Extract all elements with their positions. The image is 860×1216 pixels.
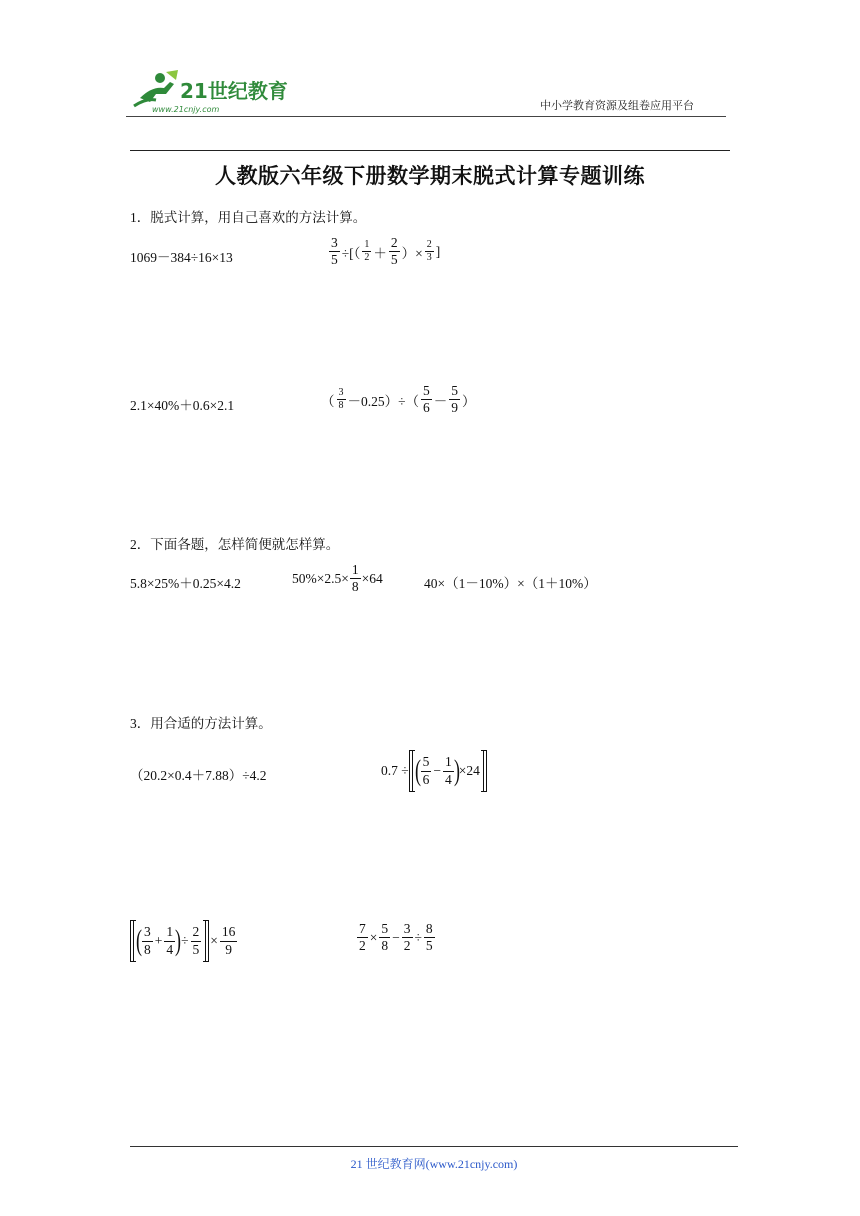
s2-expr1: 5.8×25%＋0.25×4.2: [130, 576, 241, 591]
platform-name: 中小学教育资源及组卷应用平台: [540, 100, 694, 112]
section3-heading: 3．用合适的方法计算。: [130, 716, 272, 731]
runner-icon: [134, 70, 178, 106]
section2-heading: 2．下面各题，怎样简便就怎样算。: [130, 537, 340, 552]
s1-expr2: $\frac{3}{5}$ ÷[（ $\frac{1}{2}$ ＋ $\frac{2}{5}$ ）× $\frac{2}{3}$ ]: [331, 235, 441, 268]
s2-expr2: 50%×2.5× $\frac{1}{8}$ ×64: [292, 562, 383, 595]
footer-divider: [130, 1146, 738, 1147]
page-title: 人教版六年级下册数学期末脱式计算专题训练: [215, 164, 645, 188]
s1-expr1: 1069－384÷16×13: [130, 250, 233, 265]
s1-expr3: 2.1×40%＋0.6×2.1: [130, 398, 235, 413]
s3-expr4: $\frac{7}{2}$ × $\frac{5}{8}$ − $\frac{3}{2}$ ÷ $\frac{8}{5}$: [359, 921, 433, 954]
title-divider: [130, 150, 730, 151]
s3-expr3: ( $\frac{3}{8}$ + $\frac{1}{4}$ ) ÷ $\frac{2}{5}$ × $\frac{16}{9}$: [130, 920, 238, 962]
section1-heading: 1．脱式计算，用自己喜欢的方法计算。: [130, 210, 367, 225]
s3-expr1: （20.2×0.4＋7.88）÷4.2: [130, 768, 267, 783]
s3-expr2: 0.7 ÷ ( $\frac{5}{6}$ − $\frac{1}{4}$ ) ×24: [381, 750, 487, 792]
header-divider: [126, 116, 726, 117]
logo-url: www.21cnjy.com: [152, 105, 220, 114]
site-logo: [126, 68, 296, 118]
footer-text[interactable]: 21 世纪教育网(www.21cnjy.com): [350, 1157, 518, 1171]
s1-expr4: （ $\frac{3}{8}$ －0.25）÷（ $\frac{5}{6}$ － $\frac{5}{9}$ ）: [321, 383, 476, 416]
s2-expr3: 40×（1－10%）×（1＋10%）: [424, 576, 597, 591]
logo-text: 21世纪教育: [180, 79, 288, 103]
